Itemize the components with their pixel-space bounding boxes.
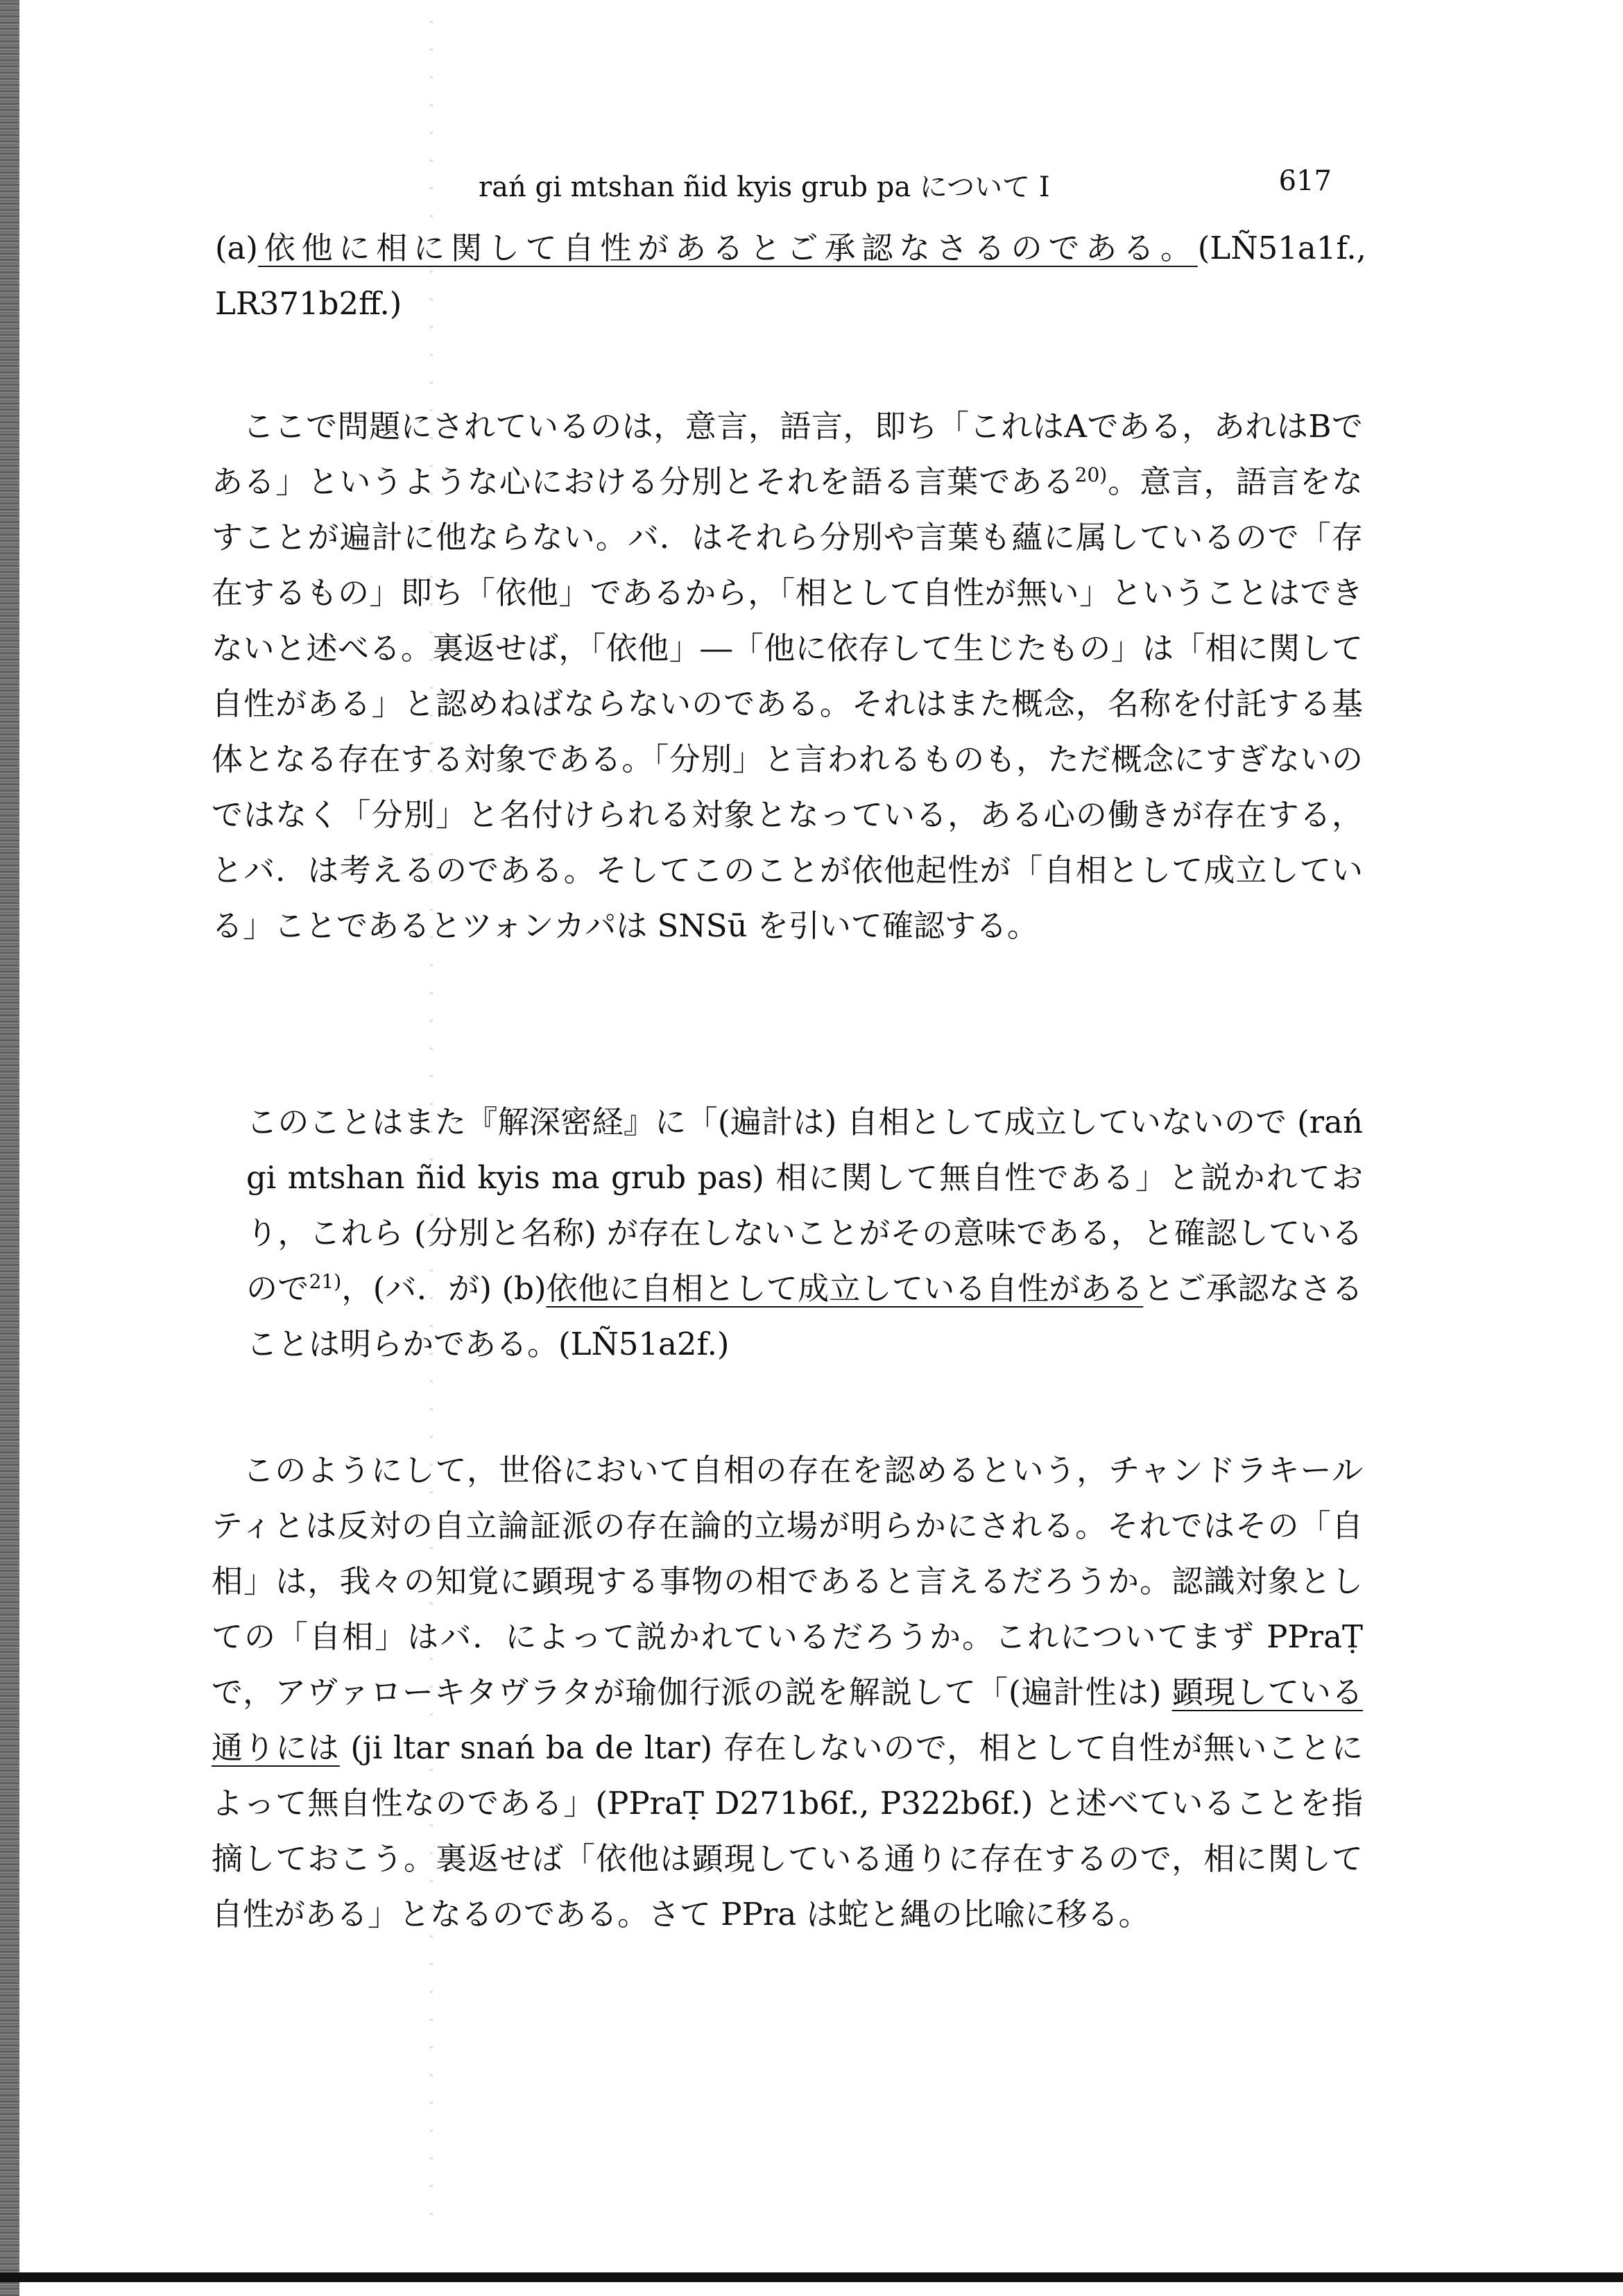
paragraph-1 <box>212 399 1363 954</box>
paragraph-1-text-a: ここで問題にされているのは，意言，語言，即ち「これはAである，あれはBである」というような心における分別とそれを語る言葉である <box>212 408 1363 500</box>
underlined-phrase: 顕現している通りには <box>212 1674 1363 1766</box>
paragraph-2 <box>212 1443 1363 1942</box>
quotation-b <box>246 1095 1363 1372</box>
footnote-ref-21: 21) <box>309 1270 342 1293</box>
page-header <box>472 165 1332 207</box>
footnote-ref-20: 20) <box>1074 463 1108 486</box>
underlined-claim-a: 依他に相に関して自性があるとご承認なさるのである。 <box>257 230 1198 266</box>
quotation-b-text-c: とご承認なさることは明らかである。 <box>246 1270 1363 1362</box>
marker-b: (b) <box>501 1270 547 1307</box>
running-title: rań gi mtshan ñid kyis grub pa について Ⅰ <box>479 171 1050 203</box>
citation-a: (LÑ51a1f., LR371b2ff.) <box>215 230 1366 322</box>
quotation-a <box>215 221 1366 332</box>
quotation-b-text-b: ，(バ．が) <box>341 1270 502 1307</box>
page-number: 617 <box>1278 165 1332 197</box>
citation-b: (LÑ51a2f.) <box>558 1326 730 1362</box>
paragraph-1-text-b: 。意言，語言をなすことが遍計に他ならない。バ．はそれら分別や言葉も蘊に属しているので「存在するもの」即ち「依他」であるから，「相として自性が無い」ということはできないと述べる。裏返せば，「依他」―「他に依存して生じたもの」は「相に関して自性がある」と認めねばならないのである。それはまた概念，名称を付託する基体となる存在する対象である。「分別」と言われるものも，ただ概念にすぎないのではなく「分別」と名付けられる対象となっている，ある心の働きが存在する，とバ．は考えるのである。そしてこのことが依他起性が「自相として成立している」ことであるとツォンカパは SNSū を引いて確認する。 <box>212 463 1363 944</box>
scan-bottom-border <box>0 2272 1623 2282</box>
paragraph-2-text-b: (ji ltar snań ba de ltar) 存在しないので，相として自性が無いことによって無自性なのである」(PPraṬ D271b6f., P322b6f.) と述べていることを指摘しておこう。裏返せば「依他は顕現している通りに存在するので，相に関して自性がある」となるのである。さて PPra は蛇と縄の比喩に移る。 <box>212 1729 1363 1933</box>
scan-left-edge <box>0 0 19 2296</box>
quotation-b-text-a: このことはまた『解深密経』に「(遍計は) 自相として成立していないので (rań gi mtshan ñid kyis ma grub pas) 相に関して無自性である」と説かれており，これら (分別と名称) が存在しないことがその意味である，と確認しているので <box>246 1104 1363 1307</box>
underlined-claim-b: 依他に自相として成立している自性がある <box>546 1270 1144 1307</box>
paragraph-2-text-a: このようにして，世俗において自相の存在を認めるという，チャンドラキールティとは反対の自立論証派の存在論的立場が明らかにされる。それではその「自相」は，我々の知覚に顕現する事物の相であると言えるだろうか。認識対象としての「自相」はバ．によって説かれているだろうか。これについてまず PPraṬ で，アヴァローキタヴラタが瑜伽行派の説を解説して「(遍計性は) <box>212 1452 1363 1711</box>
marker-a: (a) <box>215 230 258 266</box>
